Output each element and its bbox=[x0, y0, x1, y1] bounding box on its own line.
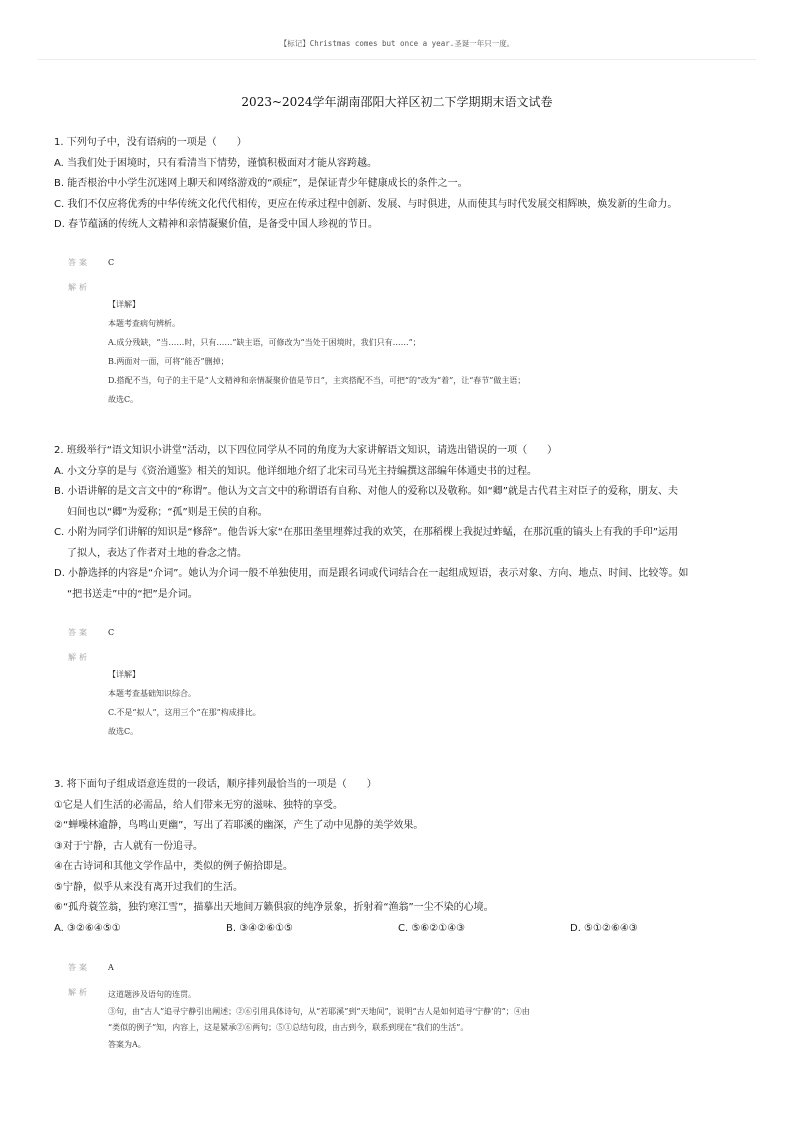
choice-c: C. ⑤⑥②①④③ bbox=[398, 922, 466, 934]
answer-row bbox=[68, 962, 114, 973]
analysis-line: 本题考查病句辨析。 bbox=[108, 319, 180, 328]
answer-value: C bbox=[108, 258, 115, 267]
sentence-4: ④在古诗词和其他文学作品中，类似的例子俯拾即是。 bbox=[54, 861, 293, 872]
question-3 bbox=[54, 775, 754, 939]
analysis-label: 解析 bbox=[68, 283, 90, 292]
choice-d: D. ⑤①②⑥④③ bbox=[570, 922, 638, 934]
header-divider bbox=[38, 59, 756, 60]
analysis-line: 答案为A。 bbox=[108, 1039, 146, 1049]
analysis-line: “类似的例子”知，内容上，这是紧承②⑥两句；⑤①总结句段，由古到今，联系到现在“我们的生活”。 bbox=[108, 1023, 469, 1032]
analysis-line: 【详解】 bbox=[108, 670, 140, 679]
analysis-line: 【详解】 bbox=[108, 300, 140, 309]
sentence-6: ⑥“孤舟蓑笠翁，独钓寒江雪”，描摹出天地间万籁俱寂的纯净景象，折射着“渔翁”一尘不染的心境。 bbox=[54, 902, 494, 913]
choice-a: A. ③②⑥④⑤① bbox=[54, 922, 121, 934]
sentence-1: ①它是人们生活的必需品，给人们带来无穷的滋味、独特的享受。 bbox=[54, 799, 343, 811]
option-d: D. 春节蕴涵的传统人文精神和亲情凝聚价值，是备受中国人珍视的节日。 bbox=[54, 219, 379, 230]
analysis-block bbox=[68, 652, 261, 736]
analysis-line: 这道题涉及语句的连贯。 bbox=[108, 990, 196, 999]
choice-row bbox=[54, 919, 754, 940]
question-stem: 2. 班级举行“语文知识小讲堂”活动，以下四位同学从不同的角度为大家讲解语文知识，请选出错误的一项（ ） bbox=[54, 445, 558, 456]
question-1 bbox=[54, 133, 754, 236]
option-d: D. 小静选择的内容是“介词”。她认为介词一般不单独使用，而是跟名词或代词结合在一起组成短语，表示对象、方向、地点、时间、比较等。如 bbox=[54, 568, 689, 579]
analysis-line: ③句，由“古人”追寻宁静引出阐述；②⑥引用具体诗句，从“若耶溪”到“天地间”，说明“古人是如何追寻‘宁静’的”；④由 bbox=[108, 1006, 530, 1016]
answer-value: A bbox=[108, 963, 114, 972]
question-stem: 3. 将下面句子组成语意连贯的一段话，顺序排列最恰当的一项是（ ） bbox=[54, 779, 377, 790]
page-title: 2023~2024学年湖南邵阳大祥区初二下学期期末语文试卷 bbox=[241, 95, 553, 109]
analysis-line: 本题考查基础知识综合。 bbox=[108, 689, 196, 698]
sentence-5: ⑤宁静，似乎从来没有离开过我们的生活。 bbox=[54, 881, 243, 893]
analysis-body bbox=[108, 295, 748, 409]
answer-row bbox=[68, 627, 114, 638]
option-b-cont: 妇间也以“卿”为爱称；“孤”则是王侯的自称。 bbox=[67, 506, 268, 518]
analysis-body bbox=[108, 987, 748, 1053]
question-stem: 1. 下列句子中，没有语病的一项是（ ） bbox=[54, 137, 247, 148]
option-c: C. 我们不仅应将优秀的中华传统文化代代相传，更应在传承过程中创新、发展、与时俱进，从而使其与时代发展交相辉映，焕发新的生命力。 bbox=[54, 198, 678, 210]
analysis-block bbox=[68, 282, 526, 404]
option-a: A. 小文分享的是与《资治通鉴》相关的知识。他详细地介绍了北宋司马光主持编撰这部编年体通史书的过程。 bbox=[54, 465, 538, 477]
option-a: A. 当我们处于困境时，只有看清当下情势，谨慎积极面对才能从容跨越。 bbox=[54, 157, 378, 169]
header-note: 【标记】Christmas comes but once a year.圣诞一年只一度。 bbox=[279, 39, 515, 48]
answer-row bbox=[68, 257, 114, 268]
analysis-line: A.成分残缺，“当……时，只有……”缺主语，可修改为“当处于困境时，我们只有……”； bbox=[108, 338, 421, 347]
option-d-cont: “把书送走”中的“把”是介词。 bbox=[67, 588, 198, 600]
answer-label: 答案 bbox=[68, 628, 90, 637]
option-c-cont: 了拟人，表达了作者对土地的眷念之情。 bbox=[67, 547, 247, 559]
option-c: C. 小附为同学们讲解的知识是“修辞”。他告诉大家“在那田垄里埋葬过我的欢笑，在那稻棵上我捉过蚱蜢，在那沉重的镐头上有我的手印”运用 bbox=[54, 527, 679, 538]
option-b: B. 能否根治中小学生沉迷网上聊天和网络游戏的“顽症”，是保证青少年健康成长的条件之一。 bbox=[54, 178, 468, 189]
analysis-line: 故选C。 bbox=[108, 395, 139, 404]
choice-b: B. ③④②⑥①⑤ bbox=[226, 922, 294, 934]
sentence-3: ③对于宁静，古人就有一份追寻。 bbox=[54, 840, 203, 852]
answer-label: 答案 bbox=[68, 258, 90, 267]
analysis-body bbox=[108, 665, 748, 741]
analysis-line: 故选C。 bbox=[108, 727, 139, 736]
answer-label: 答案 bbox=[68, 963, 90, 972]
analysis-line: B.两面对一面，可将“能否”删掉； bbox=[108, 357, 229, 366]
analysis-line: C.不是“拟人”，这用三个“在那”构成排比。 bbox=[108, 708, 261, 717]
option-b: B. 小语讲解的是文言文中的“称谓”。他认为文言文中的称谓语有自称、对他人的爱称以及敬称。如“卿”就是古代君主对臣子的爱称，朋友、夫 bbox=[54, 486, 678, 497]
analysis-line: D.搭配不当，句子的主干是“人文精神和亲情凝聚价值是节日”，主宾搭配不当，可把“的”改为“着”，让“春节”做主语； bbox=[108, 376, 526, 385]
analysis-label: 解析 bbox=[68, 988, 90, 997]
answer-value: C bbox=[108, 628, 115, 637]
analysis-label: 解析 bbox=[68, 653, 90, 662]
analysis-block bbox=[68, 987, 530, 1049]
question-2 bbox=[54, 441, 754, 605]
sentence-2: ②“蝉噪林逾静，鸟鸣山更幽”，写出了若耶溪的幽深，产生了动中见静的美学效果。 bbox=[54, 820, 424, 831]
